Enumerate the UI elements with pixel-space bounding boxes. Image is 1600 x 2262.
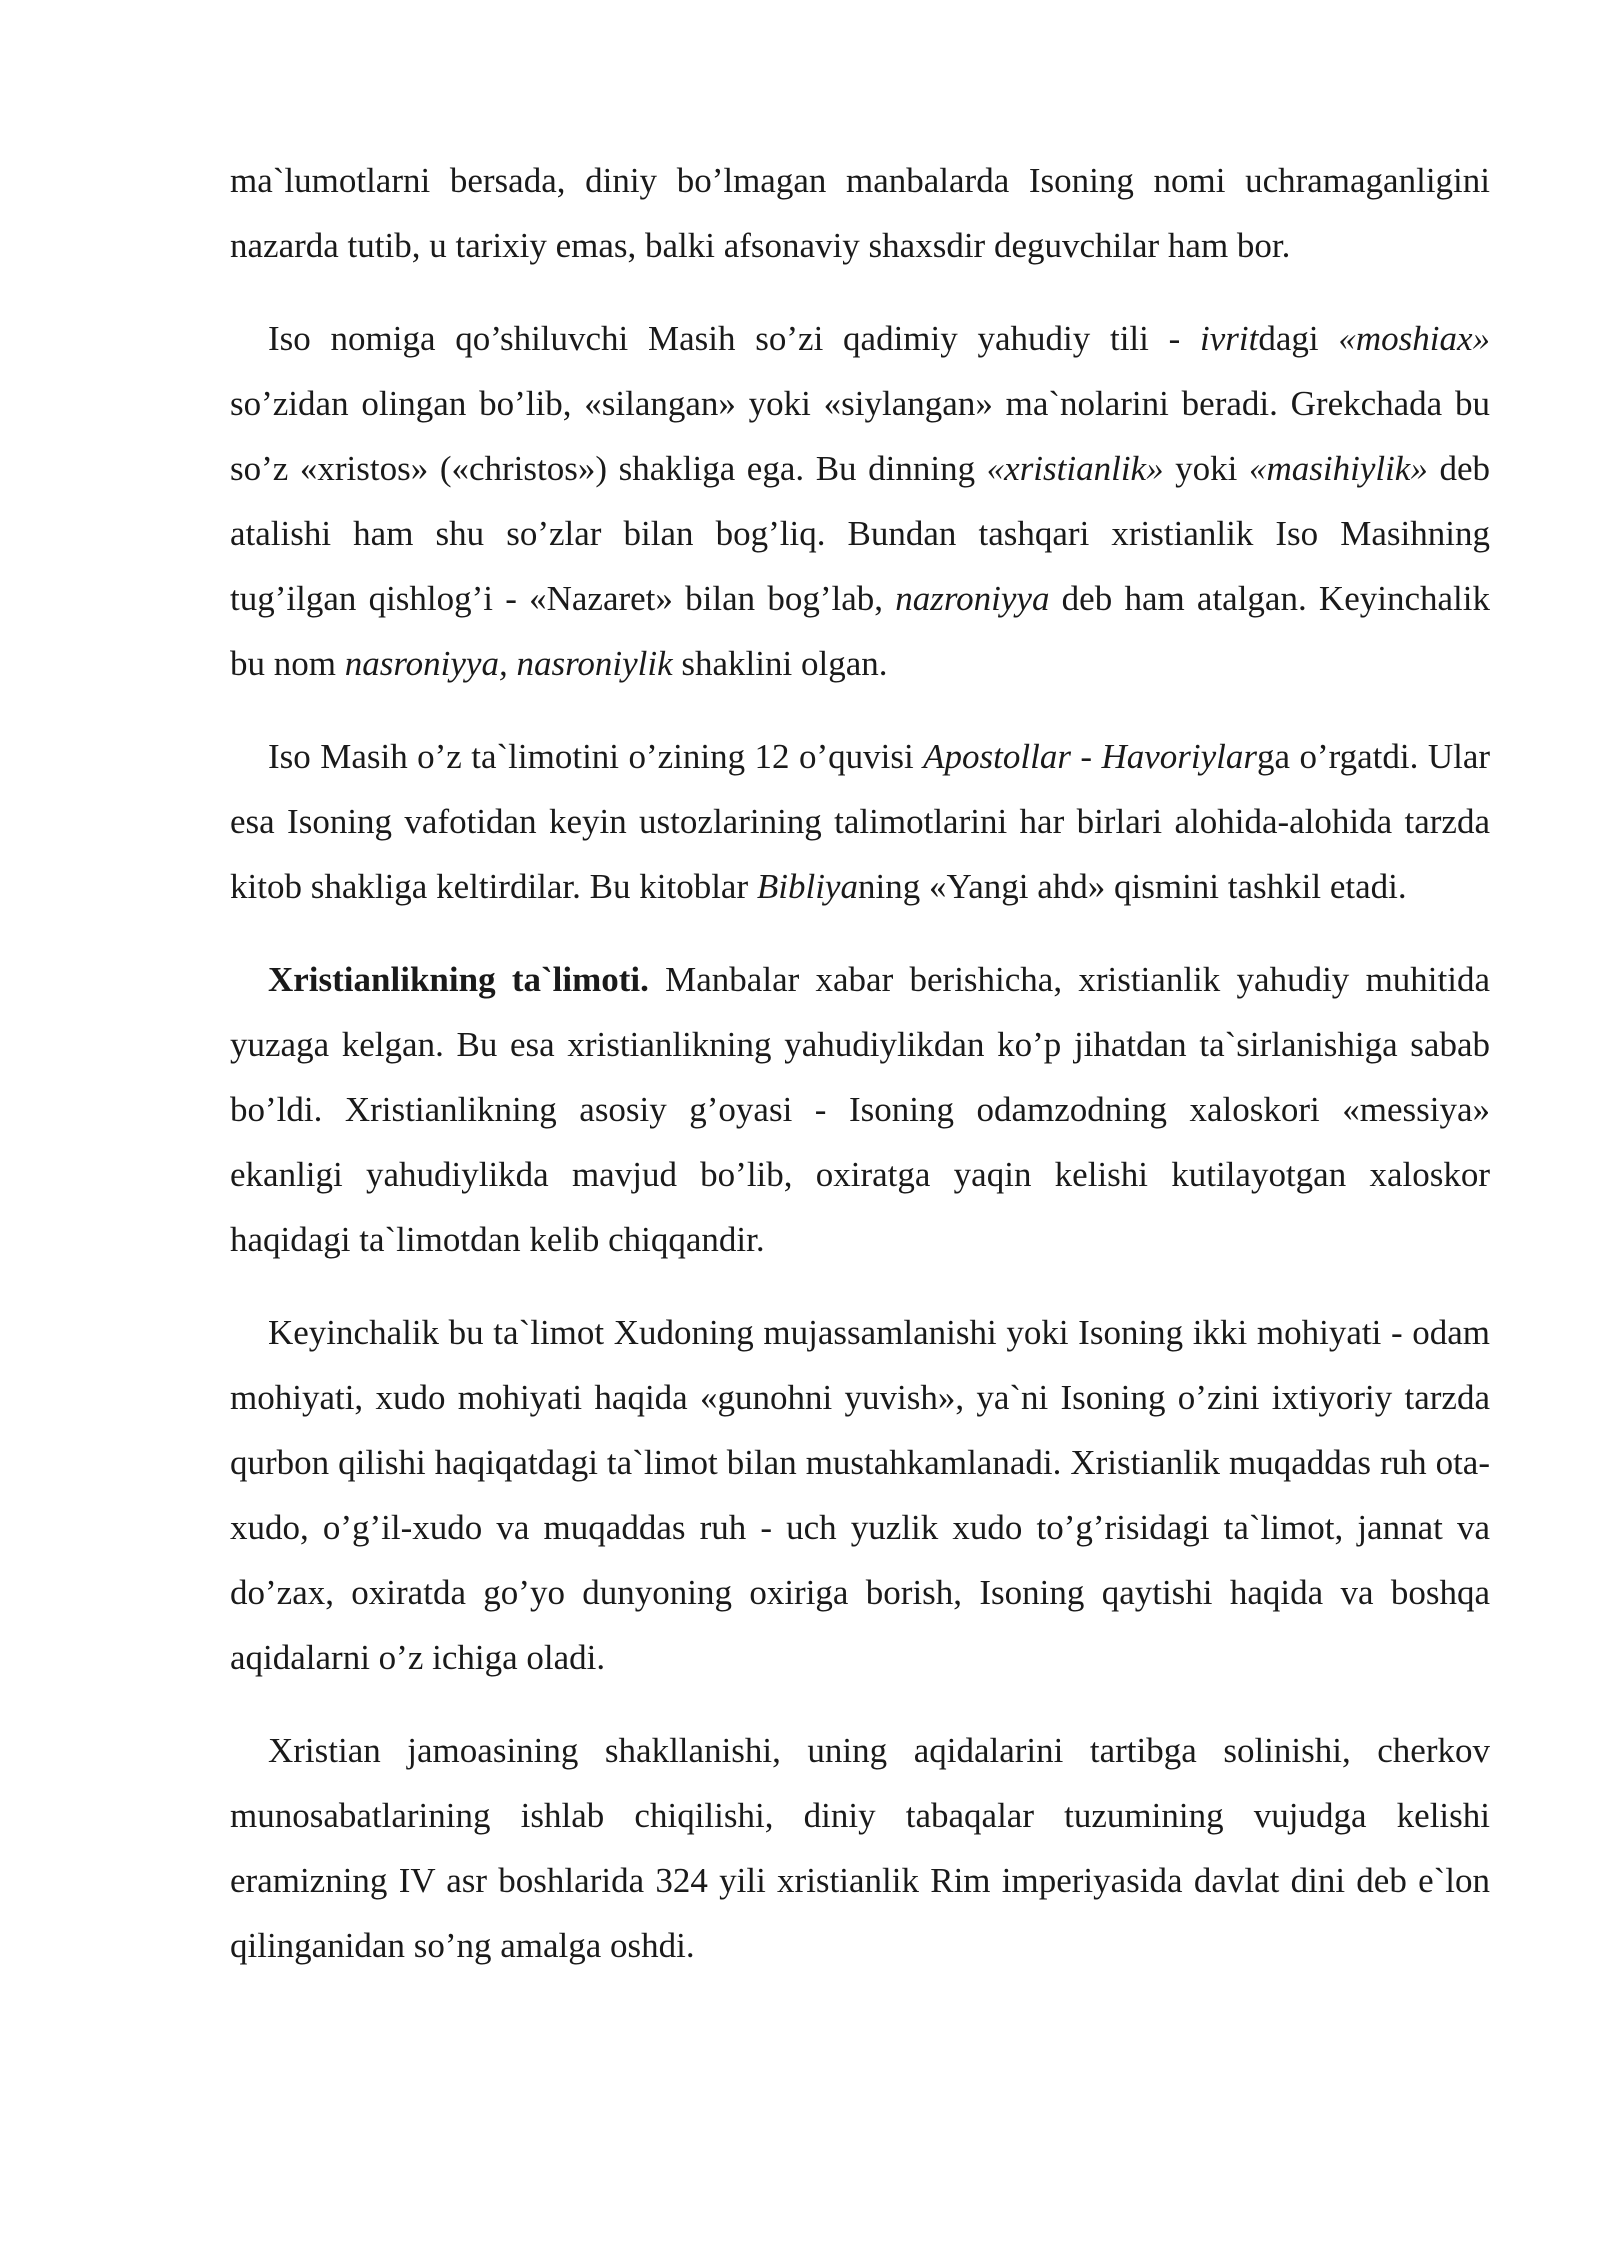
- text-run: Manbalar xabar berishicha, xristianlik yahudiy muhitida yuzaga kelgan. Bu esa xristianlikning yahudiylikdan ko’p jihatdan ta`sirlanishiga sabab bo’ldi. Xristianlikning asosiy g’oyasi - Isoning odamzodning xaloskori «messiya» ekanligi yahudiylikda mavjud bo’lib, oxiratga yaqin kelishi kutilayotgan xaloskor haqidagi ta`limotdan kelib chiqqandir.: [230, 960, 1490, 1259]
- italic-term: «masihiylik»: [1248, 449, 1428, 488]
- text-run: dagi: [1258, 319, 1339, 358]
- section-heading-text: Xristianlikning ta`limoti.: [268, 960, 649, 999]
- italic-term: «xristianlik»: [986, 449, 1164, 488]
- text-run: yoki: [1163, 449, 1249, 488]
- text-run: Iso nomiga qo’shiluvchi Masih so’zi qadimiy yahudiy tili -: [268, 319, 1201, 358]
- text-run: Xristian jamoasining shakllanishi, uning aqidalarini tartibga solinishi, cherkov munosabatlarining ishlab chiqilishi, diniy tabaqalar tuzumining vujudga kelishi eramizning IV asr boshlarida 324 yili xristianlik Rim imperiyasida davlat dini deb e`lon qilinganidan so’ng amalga oshdi.: [230, 1731, 1490, 1965]
- italic-term: nazroniyya: [895, 579, 1050, 618]
- paragraph-1: [230, 148, 1490, 278]
- text-run: deb atalishi ham shu so’zlar bilan bog’liq. Bundan tashqari xristianlik Iso Masihning tug’ilgan qishlog’i - «Nazaret» bilan bog’lab,: [230, 449, 1490, 618]
- italic-term: Bibliya: [756, 867, 858, 906]
- text-run: ma`lumotlarni bersada, diniy bo’lmagan manbalarda Isoning nomi uchramaganligini nazarda tutib, u tarixiy emas, balki afsonaviy shaxsdir deguvchilar ham bor.: [230, 161, 1490, 265]
- text-run: so’zidan olingan bo’lib, «silangan» yoki «siylangan» ma`nolarini beradi. Grekchada bu so’z «xristos» («christos») shakliga ega. Bu dinning: [230, 384, 1490, 488]
- italic-term: Apostollar - Havoriylar: [923, 737, 1257, 776]
- text-run: deb ham atalgan. Keyinchalik bu nom: [230, 579, 1490, 683]
- paragraph-3: [230, 724, 1490, 919]
- italic-term: «moshiax»: [1338, 319, 1490, 358]
- text-run: Keyinchalik bu ta`limot Xudoning mujassamlanishi yoki Isoning ikki mohiyati - odam mohiyati, xudo mohiyati haqida «gunohni yuvish», ya`ni Isoning o’zini ixtiyoriy tarzda qurbon qilishi haqiqatdagi ta`limot bilan mustahkamlanadi. Xristianlik muqaddas ruh ota-xudo, o’g’il-xudo va muqaddas ruh - uch yuzlik xudo to’g’risidagi ta`limot, jannat va do’zax, oxiratda go’yo dunyoning oxiriga borish, Isoning qaytishi haqida va boshqa aqidalarni o’z ichiga oladi.: [230, 1313, 1490, 1677]
- document-body: [230, 148, 1490, 1978]
- italic-term: nasroniyya, nasroniylik: [344, 644, 673, 683]
- paragraph-4: [230, 947, 1490, 1272]
- paragraph-2: [230, 306, 1490, 696]
- text-run: shaklini olgan.: [672, 644, 888, 683]
- paragraph-5: [230, 1300, 1490, 1690]
- text-run: ning «Yangi ahd» qismini tashkil etadi.: [857, 867, 1407, 906]
- italic-term: ivrit: [1200, 319, 1259, 358]
- text-run: Iso Masih o’z ta`limotini o’zining 12 o’quvisi: [268, 737, 924, 776]
- paragraph-6: [230, 1718, 1490, 1978]
- text-run: ga o’rgatdi. Ular esa Isoning vafotidan keyin ustozlarining talimotlarini har birlari alohida-alohida tarzda kitob shakliga keltirdilar. Bu kitoblar: [230, 737, 1491, 906]
